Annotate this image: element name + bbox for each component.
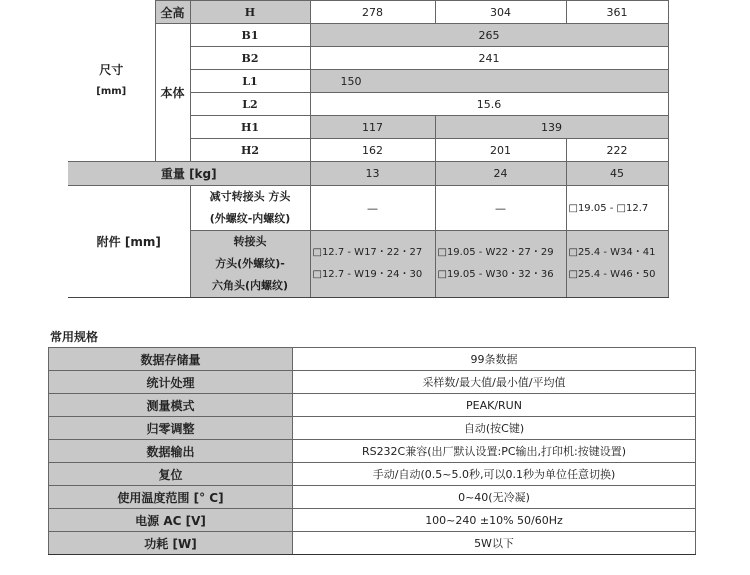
- spec-value: 手动/自动(0.5~5.0秒,可以0.1秒为单位任意切换): [293, 463, 696, 486]
- weight-value-3: 45: [566, 162, 668, 186]
- h1-value-1: 117: [310, 116, 435, 139]
- weight-value-2: 24: [435, 162, 566, 186]
- hex-adapter-line-3: 六角头(内螺纹): [211, 279, 289, 292]
- hex-adapter-line-2: 方头(外螺纹)-: [215, 257, 285, 270]
- h2-value-1: 162: [310, 139, 435, 162]
- reducer-adapter-line-1: 减寸转接头 方头: [209, 190, 291, 203]
- spec-row: [49, 417, 696, 440]
- spec-key: 数据输出: [49, 440, 293, 463]
- symbol-l2: L2: [190, 93, 310, 116]
- hex-adapter-line-1: 转接头: [233, 235, 267, 248]
- table-row: [68, 1, 668, 24]
- hex-adapter-value-2a: □19.05 - W22・27・29: [437, 247, 554, 258]
- spec-value: 自动(按C键): [293, 417, 696, 440]
- symbol-b1: B1: [190, 24, 310, 47]
- hex-adapter-label: [190, 231, 310, 298]
- spec-key: 复位: [49, 463, 293, 486]
- h2-value-3: 222: [566, 139, 668, 162]
- h2-value-2: 201: [435, 139, 566, 162]
- weight-label: 重量 [kg]: [68, 162, 310, 186]
- dimension-label-cell: [68, 1, 155, 162]
- dimension-label: 尺寸: [99, 62, 124, 77]
- spec-row: [49, 348, 696, 371]
- spec-row: [49, 440, 696, 463]
- hex-adapter-value-1b: □12.7 - W19・24・30: [312, 269, 423, 280]
- spec-row: [49, 394, 696, 417]
- spec-key: 测量模式: [49, 394, 293, 417]
- table-row: [68, 24, 668, 47]
- reducer-adapter-line-2: (外螺纹-内螺纹): [209, 212, 291, 225]
- spec-row: [49, 532, 696, 555]
- h-value-3: 361: [566, 1, 668, 24]
- dimension-unit: [mm]: [96, 85, 127, 97]
- spec-key: 使用温度范围 [° C]: [49, 486, 293, 509]
- hex-adapter-value-1: [310, 231, 435, 298]
- symbol-h1: H1: [190, 116, 310, 139]
- l2-value: 15.6: [310, 93, 668, 116]
- table-row: [68, 186, 668, 231]
- spec-key: 功耗 [W]: [49, 532, 293, 555]
- hex-adapter-value-3b: □25.4 - W46・50: [568, 269, 656, 280]
- hex-adapter-value-1a: □12.7 - W17・22・27: [312, 247, 423, 258]
- l1-value: 150: [310, 70, 668, 93]
- spec-row: [49, 486, 696, 509]
- spec-key: 归零调整: [49, 417, 293, 440]
- symbol-l1: L1: [190, 70, 310, 93]
- hex-adapter-value-3a: □25.4 - W34・41: [568, 247, 656, 258]
- spec-key: 数据存储量: [49, 348, 293, 371]
- reducer-adapter-value-1: —: [310, 186, 435, 231]
- spec-value: 采样数/最大值/最小值/平均值: [293, 371, 696, 394]
- spec-value: PEAK/RUN: [293, 394, 696, 417]
- h1-value-23: 139: [435, 116, 668, 139]
- spec-value: 100~240 ±10% 50/60Hz: [293, 509, 696, 532]
- hex-adapter-value-2: [435, 231, 566, 298]
- spec-value: RS232C兼容(出厂默认设置:PC输出,打印机:按键设置): [293, 440, 696, 463]
- spec-row: [49, 371, 696, 394]
- spec-value: 99条数据: [293, 348, 696, 371]
- body-label: 本体: [155, 24, 190, 162]
- symbol-b2: B2: [190, 47, 310, 70]
- spec-table: [48, 347, 696, 555]
- hex-adapter-value-2b: □19.05 - W30・32・36: [437, 269, 554, 280]
- h-value-2: 304: [435, 1, 566, 24]
- symbol-h2: H2: [190, 139, 310, 162]
- spec-key: 统计处理: [49, 371, 293, 394]
- h-value-1: 278: [310, 1, 435, 24]
- spec-caption: 常用规格: [50, 330, 99, 344]
- table-row: [68, 162, 668, 186]
- hex-adapter-value-3: [566, 231, 668, 298]
- dimension-table: [68, 0, 669, 298]
- reducer-adapter-value-3: □19.05 - □12.7: [566, 186, 668, 231]
- b1-value: 265: [310, 24, 668, 47]
- symbol-h: H: [190, 1, 310, 24]
- spec-row: [49, 463, 696, 486]
- spec-key: 电源 AC [V]: [49, 509, 293, 532]
- spec-row: [49, 509, 696, 532]
- spec-value: 0~40(无冷凝): [293, 486, 696, 509]
- reducer-adapter-value-2: —: [435, 186, 566, 231]
- reducer-adapter-label: [190, 186, 310, 231]
- full-height-label: 全高: [155, 1, 190, 24]
- b2-value: 241: [310, 47, 668, 70]
- weight-value-1: 13: [310, 162, 435, 186]
- accessory-label: 附件 [mm]: [68, 186, 190, 298]
- spec-value: 5W以下: [293, 532, 696, 555]
